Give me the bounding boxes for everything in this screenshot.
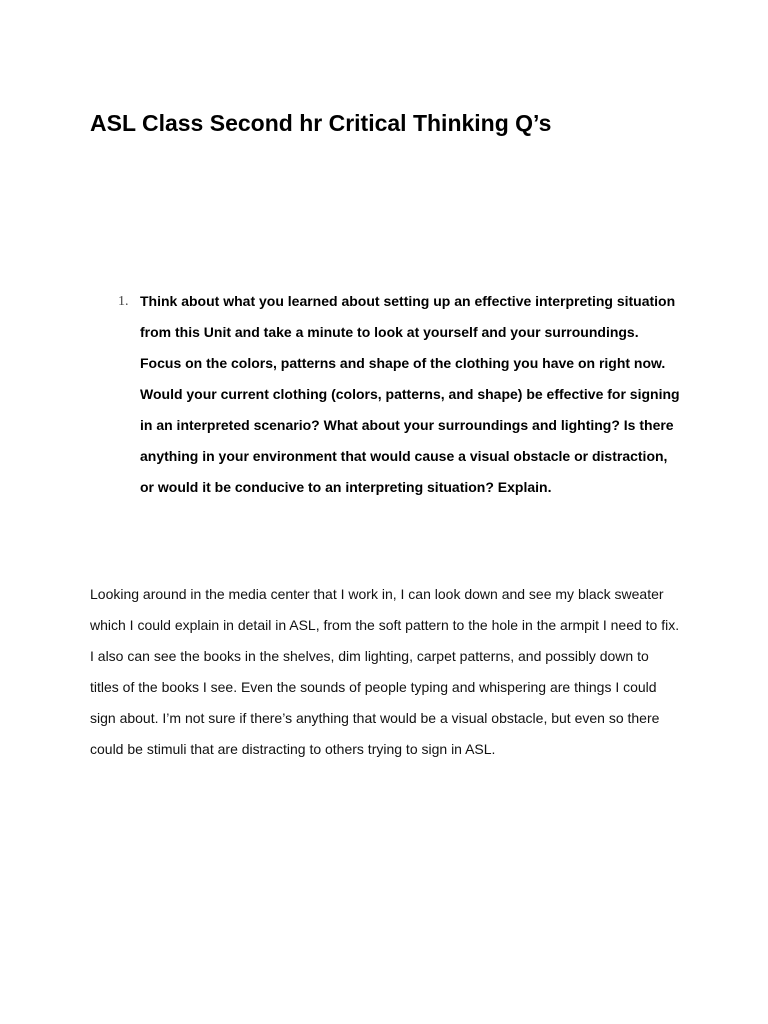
- question-list: [90, 286, 680, 503]
- document-title: ASL Class Second hr Critical Thinking Q’s: [90, 110, 552, 136]
- question-text: Think about what you learned about setting up an effective interpreting situation from this Unit and take a minute to look at yourself and your surroundings. Focus on the colors, patterns and shape of the clothing you have on right now. Would your current clothing (colors, patterns, and shape) be effective for signing in an interpreted scenario? What about your surroundings and lighting? Is there anything in your environment that would cause a visual obstacle or distraction, or would it be conducive to an interpreting situation? Explain.: [140, 293, 680, 495]
- answer-paragraph: Looking around in the media center that I work in, I can look down and see my black sweater which I could explain in detail in ASL, from the soft pattern to the hole in the armpit I need to fix. I also can see the books in the shelves, dim lighting, carpet patterns, and possibly down to titles of the books I see. Even the sounds of people typing and whispering are things I could sign about. I’m not sure if there’s anything that would be a visual obstacle, but even so there could be stimuli that are distracting to others trying to sign in ASL.: [90, 586, 680, 757]
- question-number: 1.: [118, 294, 129, 309]
- question-item: [90, 286, 680, 503]
